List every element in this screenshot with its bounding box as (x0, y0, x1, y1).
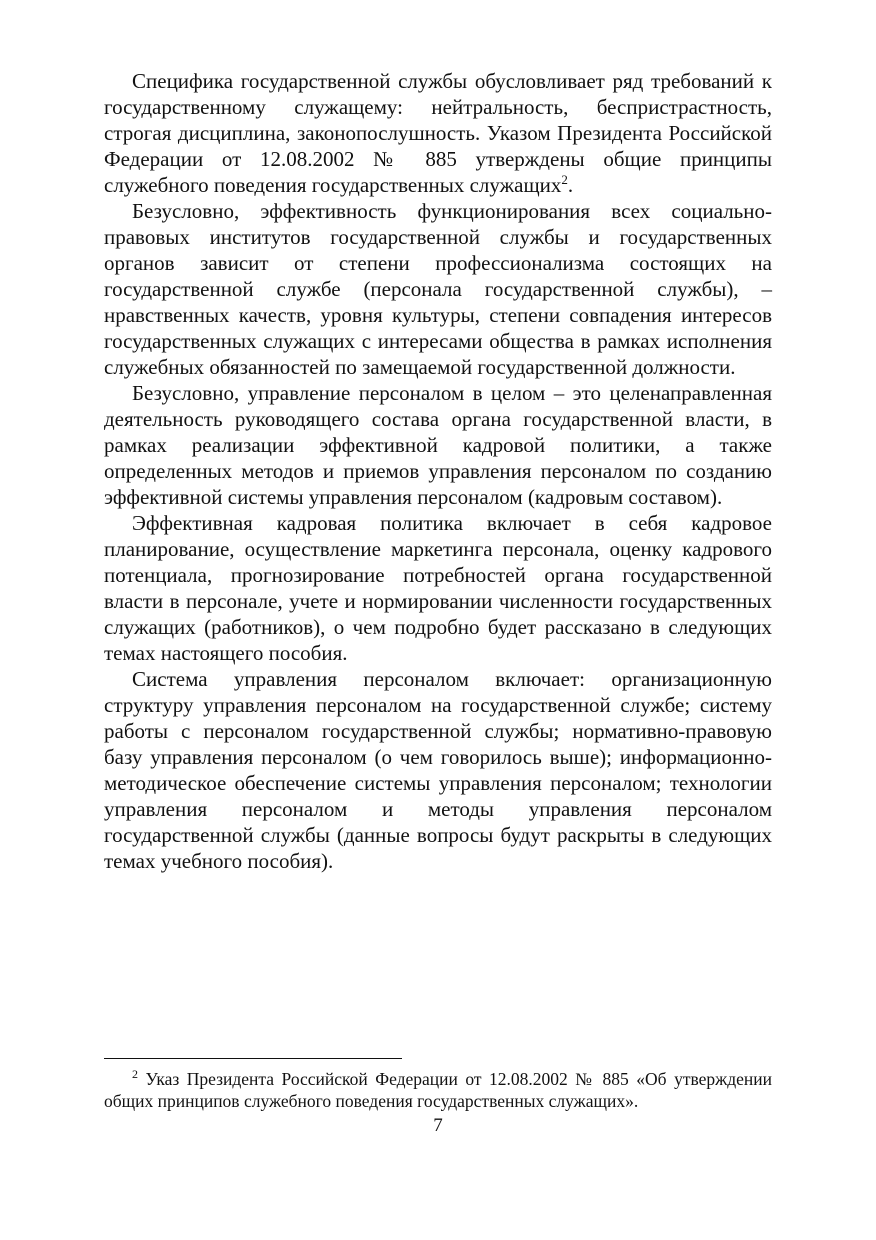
paragraph-2: Безусловно, эффективность функционирования всех социально-правовых институтов государственной службы и государственных органов зависит от степени профессионализма состоящих на государственной службе (персонала государственной службы), – нравственных качеств, уровня культуры, степени совпадения интересов государственных служащих с интересами общества в рамках исполнения служебных обязанностей по замещаемой государственной должности. (104, 199, 772, 379)
paragraph-4: Эффективная кадровая политика включает в себя кадровое планирование, осуществление маркетинга персонала, оценку кадрового потенциала, прогнозирование потребностей органа государственной власти в персонале, учете и нормировании численности государственных служащих (работников), о чем подробно будет рассказано в следующих темах настоящего пособия. (104, 511, 772, 665)
footnote-number: 2 (132, 1067, 138, 1082)
document-body (104, 68, 772, 874)
paragraph-1 (104, 68, 772, 198)
footnote (104, 1068, 772, 1112)
footnote-text: Указ Президента Российской Федерации от 12.08.2002 № 885 «Об утверждении общих принципов служебного поведения государственных служащих». (104, 1069, 772, 1111)
paragraph-3: Безусловно, управление персоналом в целом – это целенаправленная деятельность руководящего состава органа государственной власти, в рамках реализации эффективной кадровой политики, а также определенных методов и приемов управления персоналом по созданию эффективной системы управления персоналом (кадровым составом). (104, 381, 772, 509)
paragraph-1-text: Специфика государственной службы обусловливает ряд требований к государственному служащему: нейтральность, беспристрастность, строгая дисциплина, законопослушность. Указом Президента Российской Федерации от 12.08.2002 № 885 утверждены общие принципы служебного поведения государственных служащих (104, 69, 772, 197)
page-number: 7 (433, 1115, 443, 1136)
paragraph-5: Система управления персоналом включает: организационную структуру управления персоналом на государственной службе; систему работы с персоналом государственной службы; нормативно-правовую базу управления персоналом (о чем говорилось выше); информационно-методическое обеспечение системы управления персоналом; технологии управления персоналом и методы управления персоналом государственной службы (данные вопросы будут раскрыты в следующих темах учебного пособия). (104, 667, 772, 873)
footnote-divider (104, 1058, 402, 1059)
footnote-reference[interactable]: 2 (561, 172, 568, 187)
paragraph-1-tail: . (567, 173, 574, 197)
